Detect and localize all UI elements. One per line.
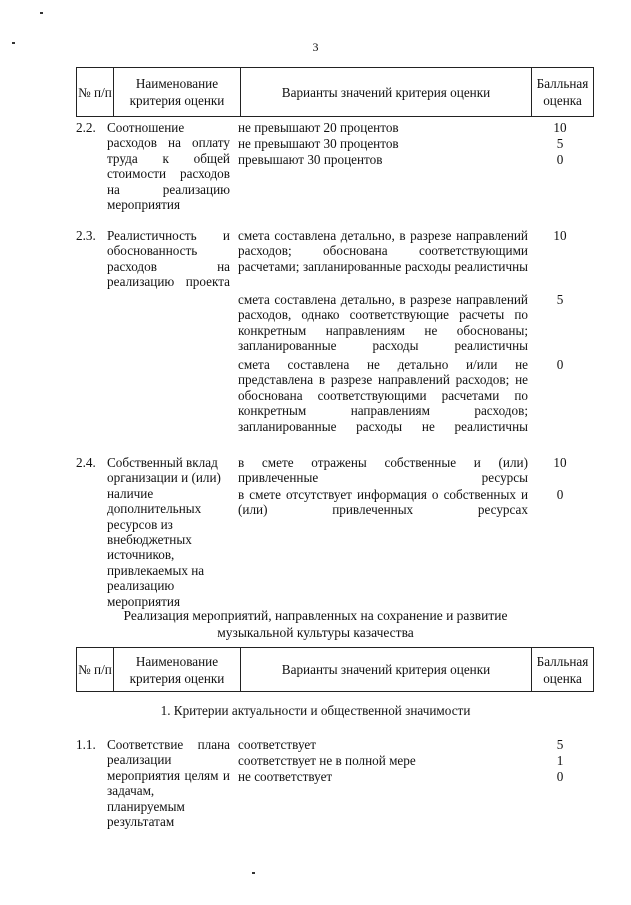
option-text: в смете отражены собственные и (или) привлеченные ресурсы (238, 455, 528, 486)
score-value: 1 (556, 753, 564, 768)
option-text: не превышают 20 процентов (238, 120, 399, 135)
criterion-text: Собственный вклад организации и (или) наличие дополнительных ресурсов из внебюджетных источников, привлекаемых на реализацию мероприятия (107, 455, 221, 609)
scan-speck (252, 872, 255, 874)
header-num: № п/п (77, 68, 114, 116)
option-text: соответствует не в полной мере (238, 753, 416, 768)
header-score: Балльная оценка (536, 76, 589, 108)
section-title-text: Реализация мероприятий, направленных на сохранение и развитие музыкальной культуры казачества (123, 608, 508, 640)
score-value: 10 (553, 120, 567, 135)
option-text: смета составлена не детально и/или не представлена в разрезе направлений расходов; не обоснована соответствующими расчетами по конкретным направлениям расходов; запланированные расходы не реалистичны (238, 357, 528, 434)
option-text: не превышают 30 процентов (238, 136, 399, 151)
table-header (76, 647, 594, 692)
option-text: смета составлена детально, в разрезе направлений расходов, однако соответствующие расчеты по конкретным направлениям не обоснованы; запланированные расходы реалистичны (238, 292, 528, 354)
scan-speck (40, 12, 43, 14)
scan-speck (12, 42, 15, 44)
header-options: Варианты значений критерия оценки (241, 68, 532, 116)
option-text: превышают 30 процентов (238, 152, 383, 167)
row-number: 1.1. (76, 737, 96, 752)
option-text: в смете отсутствует информация о собственных и (или) привлеченных ресурсах (238, 487, 528, 518)
criterion-text: Соотношение расходов на оплату труда к общей стоимости расходов на реализацию мероприятия (107, 120, 230, 213)
option-text: не соответствует (238, 769, 333, 784)
score-value: 0 (556, 487, 564, 502)
subheading: 1. Критерии актуальности и общественной значимости (160, 703, 471, 718)
criterion-text: Соответствие плана реализации мероприятия целям и задачам, планируемым результатам (107, 737, 230, 830)
option-text: смета составлена детально, в разрезе направлений расходов; обоснована соответствующими расчетами; запланированные расходы реалистичны (238, 228, 528, 274)
score-value: 0 (556, 769, 564, 784)
score-value: 5 (556, 136, 564, 151)
score-value: 5 (556, 737, 564, 752)
row-number: 2.4. (76, 455, 96, 470)
table-header (76, 67, 594, 117)
page-number: 3 (312, 40, 319, 54)
header-criterion: Наименование критерия оценки (114, 68, 241, 116)
criterion-text: Реалистичность и обоснованность расходов на реализацию проекта (107, 228, 230, 290)
header-options: Варианты значений критерия оценки (241, 648, 532, 691)
section-title (0, 607, 631, 641)
score-value: 5 (556, 292, 564, 307)
header-criterion: Наименование критерия оценки (114, 648, 241, 691)
row-number: 2.3. (76, 228, 96, 243)
option-text: соответствует (238, 737, 316, 752)
score-value: 0 (556, 357, 564, 372)
score-value: 0 (556, 152, 564, 167)
row-number: 2.2. (76, 120, 96, 135)
score-value: 10 (553, 228, 567, 243)
header-score: Балльная оценка (536, 653, 589, 686)
header-num: № п/п (77, 648, 114, 691)
score-value: 10 (553, 455, 567, 470)
